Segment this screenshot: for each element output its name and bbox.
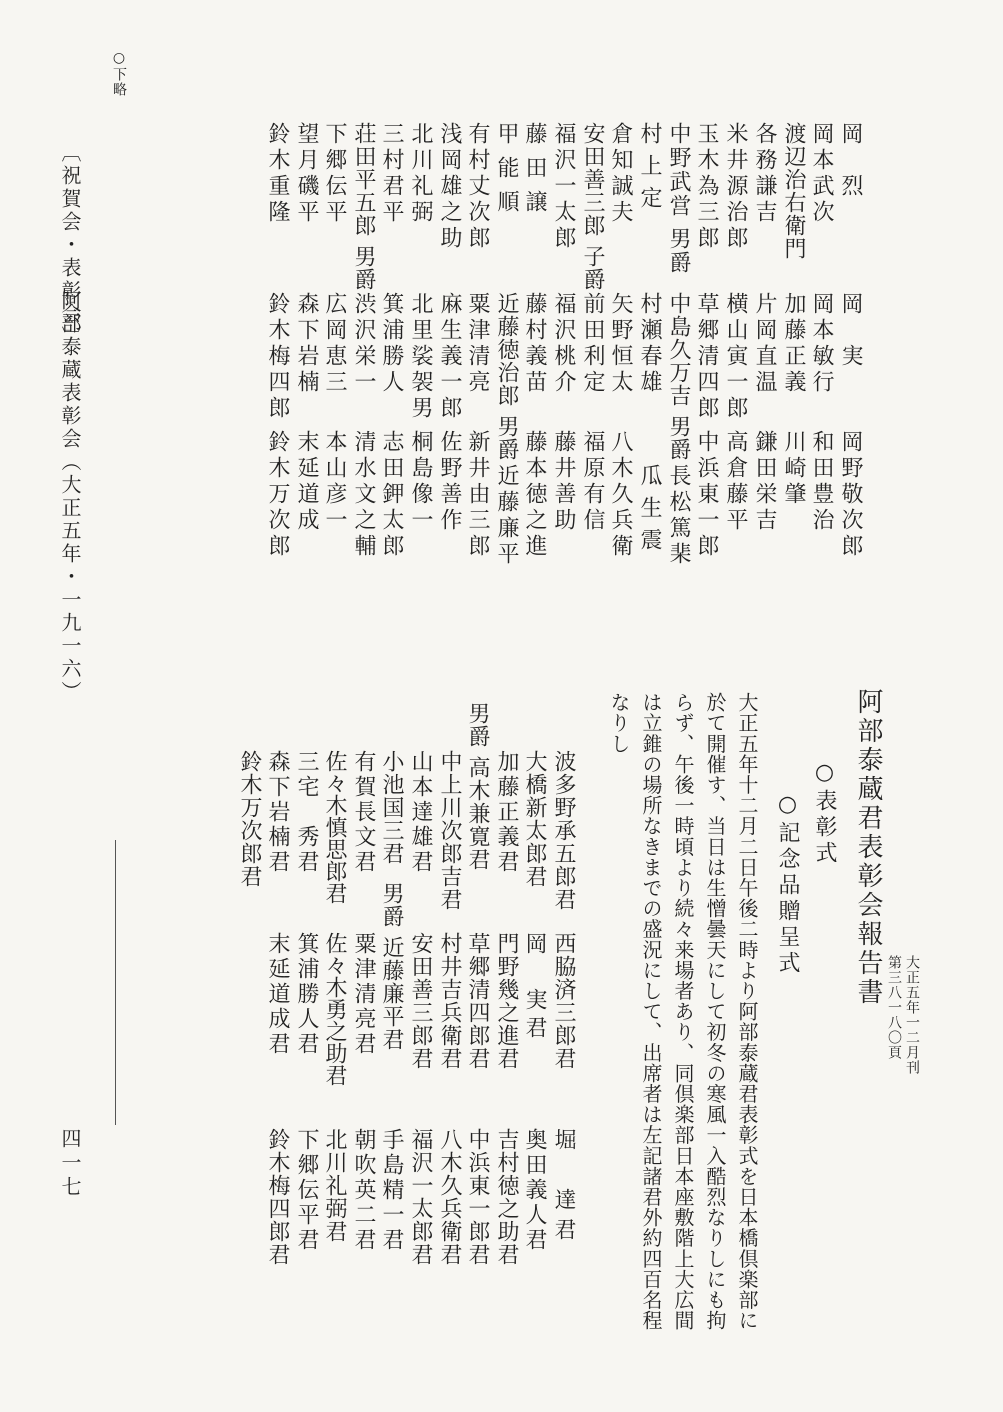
document-title: 阿部泰蔵君表彰会報告書 xyxy=(853,688,883,1007)
paragraph-line: 大正五年十二月二日午後二時より阿部泰蔵君表彰式を日本橋倶楽部に xyxy=(735,692,759,1331)
attendee-entry: 朝吹英二君 xyxy=(351,1128,376,1253)
name-entry: 鈴木重隆 xyxy=(265,122,290,226)
attendee-entry: 森下岩楠君 xyxy=(265,750,290,875)
section-divider xyxy=(115,840,116,1125)
name-entry: 横山寅一郎 xyxy=(723,292,748,422)
name-entry: 渡辺治右衛門 xyxy=(781,122,806,260)
name-entry: 甲能順 xyxy=(494,122,519,224)
name-entry: 八木久兵衛 xyxy=(608,430,633,560)
name-entry: 北里裟袈男 xyxy=(408,292,433,422)
name-entry: 福原有信 xyxy=(580,430,605,534)
name-entry: 倉知誠夫 xyxy=(608,122,633,226)
name-entry: 志田鉀太郎 xyxy=(379,430,404,560)
attendee-entry: 八木久兵衛君 xyxy=(437,1128,462,1266)
attendee-entry: 堀 達君 xyxy=(551,1128,576,1248)
name-entry: 村瀬春雄 xyxy=(637,292,662,396)
attendee-entry: 男爵 近藤廉平君 xyxy=(379,882,404,1051)
attendee-entry: 箕浦勝人君 xyxy=(294,932,319,1057)
name-entry: 和田豊治 xyxy=(809,430,834,534)
attendee-entry: 吉村徳之助君 xyxy=(494,1128,519,1266)
attendee-entry: 中上川次郎吉君 xyxy=(437,750,462,911)
attendee-entry: 草郷清四郎君 xyxy=(465,932,490,1070)
name-entry: 玉木為三郎 xyxy=(694,122,719,252)
name-entry: 末延道成 xyxy=(294,430,319,534)
attendee-entry: 岡 実君 xyxy=(522,932,547,1044)
name-entry: 鈴木万次郎 xyxy=(265,430,290,560)
name-entry: 粟津清亮 xyxy=(465,292,490,396)
name-entry: 長松篤棐 xyxy=(666,464,691,568)
document-date: 大正五年一二月刊 xyxy=(904,955,920,1075)
name-entry: 岡 烈 xyxy=(838,122,863,200)
name-entry: 渋沢栄一 xyxy=(351,292,376,396)
attendee-entry: 門野幾之進君 xyxy=(494,932,519,1070)
name-entry: 前田利定 xyxy=(580,292,605,396)
name-entry: 岡本武次 xyxy=(809,122,834,226)
attendee-entry: 西脇済三郎君 xyxy=(551,932,576,1070)
attendee-entry: 中浜東一郎君 xyxy=(465,1128,490,1266)
paragraph-line: 於て開催す、当日は生憎曇天にして初冬の寒風一入酷烈なりしにも拘 xyxy=(703,692,727,1331)
name-entry: 本山彦一 xyxy=(322,430,347,534)
name-entry: 有村丈次郎 xyxy=(465,122,490,252)
name-entry: 三村君平 xyxy=(379,122,404,226)
name-entry: 藤村義苗 xyxy=(522,292,547,396)
name-entry: 荘田平五郎 男爵 xyxy=(351,122,376,291)
attendee-entry: 奥田義人君 xyxy=(522,1128,547,1253)
name-entry: 中浜東一郎 xyxy=(694,430,719,560)
page-number: 四一七 xyxy=(58,1128,82,1200)
attendee-entry: 山本達雄君 xyxy=(408,750,433,875)
attendee-entry: 粟津清亮君 xyxy=(351,932,376,1057)
name-entry: 鎌田栄吉 xyxy=(752,430,777,534)
attendee-entry: 大橋新太郎君 xyxy=(522,750,547,888)
name-entry: 福沢桃介 xyxy=(551,292,576,396)
name-entry: 新井由三郎 xyxy=(465,430,490,560)
name-entry: 岡野敬次郎 xyxy=(838,430,863,560)
name-entry: 箕浦勝人 xyxy=(379,292,404,396)
name-entry: 広岡恵三 xyxy=(322,292,347,396)
name-entry: 岡本敏行 xyxy=(809,292,834,396)
attendee-entry: 末延道成君 xyxy=(265,932,290,1057)
attendee-entry: 有賀長文君 xyxy=(351,750,376,875)
name-entry: 鈴木梅四郎 xyxy=(265,292,290,422)
section-heading: ○表彰式 xyxy=(812,760,837,867)
attendee-entry: 村井吉兵衛君 xyxy=(437,932,462,1070)
paragraph-line: なりし xyxy=(607,692,631,754)
name-entry: 下郷伝平 xyxy=(322,122,347,226)
name-entry: 川崎肇 xyxy=(781,430,806,508)
name-entry: 草郷清四郎 xyxy=(694,292,719,422)
paragraph-line: らず、午後一時頃より続々来場者あり、同倶楽部日本座敷階上大広間 xyxy=(671,692,695,1331)
name-entry: 麻生義一郎 xyxy=(437,292,462,422)
name-entry: 藤本徳之進 xyxy=(522,430,547,560)
name-entry: 加藤正義 xyxy=(781,292,806,396)
name-entry: 中島久万吉 男爵 xyxy=(666,292,691,461)
name-entry: 佐野善作 xyxy=(437,430,462,534)
attendee-entry: 加藤正義君 xyxy=(494,750,519,875)
name-entry: 望月磯平 xyxy=(294,122,319,226)
attendee-entry: 福沢一太郎君 xyxy=(408,1128,433,1266)
attendee-entry: 三宅 秀君 xyxy=(294,750,319,875)
running-header-title: 阿部泰蔵表彰会（大正五年・一九一六） xyxy=(58,290,82,704)
name-entry: 岡 実 xyxy=(838,292,863,370)
attendee-entry: 男爵 高木兼寛君 xyxy=(465,702,490,871)
name-entry: 桐島像一 xyxy=(408,430,433,534)
attendee-entry: 北川礼弼君 xyxy=(322,1128,347,1243)
attendee-entry: 佐々木慎思郎君 xyxy=(322,750,347,904)
attendee-entry: 鈴木梅四郎君 xyxy=(265,1128,290,1266)
name-entry: 村上定 xyxy=(637,122,662,218)
attendee-entry: 佐々木勇之助君 xyxy=(322,932,347,1086)
name-entry: 安田善三郎 子爵 xyxy=(580,122,605,291)
name-entry: 近藤徳治郎 男爵 xyxy=(494,292,519,461)
name-entry: 米井源治郎 xyxy=(723,122,748,252)
omitted-note: ○下略 xyxy=(111,50,127,97)
running-header-label: 〔祝賀会・表彰会〕 xyxy=(58,142,82,349)
attendee-entry: 手島精一君 xyxy=(379,1128,404,1253)
name-entry: 藤田譲 xyxy=(522,122,547,224)
attendee-entry: 小池国三君 xyxy=(379,750,404,865)
name-entry: 瓜生震 xyxy=(637,464,662,560)
subsection-heading: ○記念品贈呈式 xyxy=(775,792,800,977)
attendee-entry: 波多野承五郎君 xyxy=(551,750,576,911)
paragraph-line: は立錐の場所なきまでの盛況にして、出席者は左記諸君外約四百名程 xyxy=(639,692,663,1331)
attendee-entry: 下郷伝平君 xyxy=(294,1128,319,1253)
name-entry: 矢野恒太 xyxy=(608,292,633,396)
attendee-entry: 安田善三郎君 xyxy=(408,932,433,1070)
name-entry: 片岡直温 xyxy=(752,292,777,396)
name-entry: 各務謙吉 xyxy=(752,122,777,226)
name-entry: 森下岩楠 xyxy=(294,292,319,396)
name-entry: 近藤廉平 xyxy=(494,464,519,568)
name-entry: 高倉藤平 xyxy=(723,430,748,534)
name-entry: 北川礼弼 xyxy=(408,122,433,226)
name-entry: 中野武営 男爵 xyxy=(666,122,691,275)
name-entry: 浅岡雄之助 xyxy=(437,122,462,252)
document-reference: 第三八一八〇頁 xyxy=(886,955,902,1060)
name-entry: 藤井善助 xyxy=(551,430,576,534)
attendee-entry: 鈴木万次郎君 xyxy=(237,750,262,888)
name-entry: 福沢一太郎 xyxy=(551,122,576,252)
name-entry: 清水文之輔 xyxy=(351,430,376,560)
